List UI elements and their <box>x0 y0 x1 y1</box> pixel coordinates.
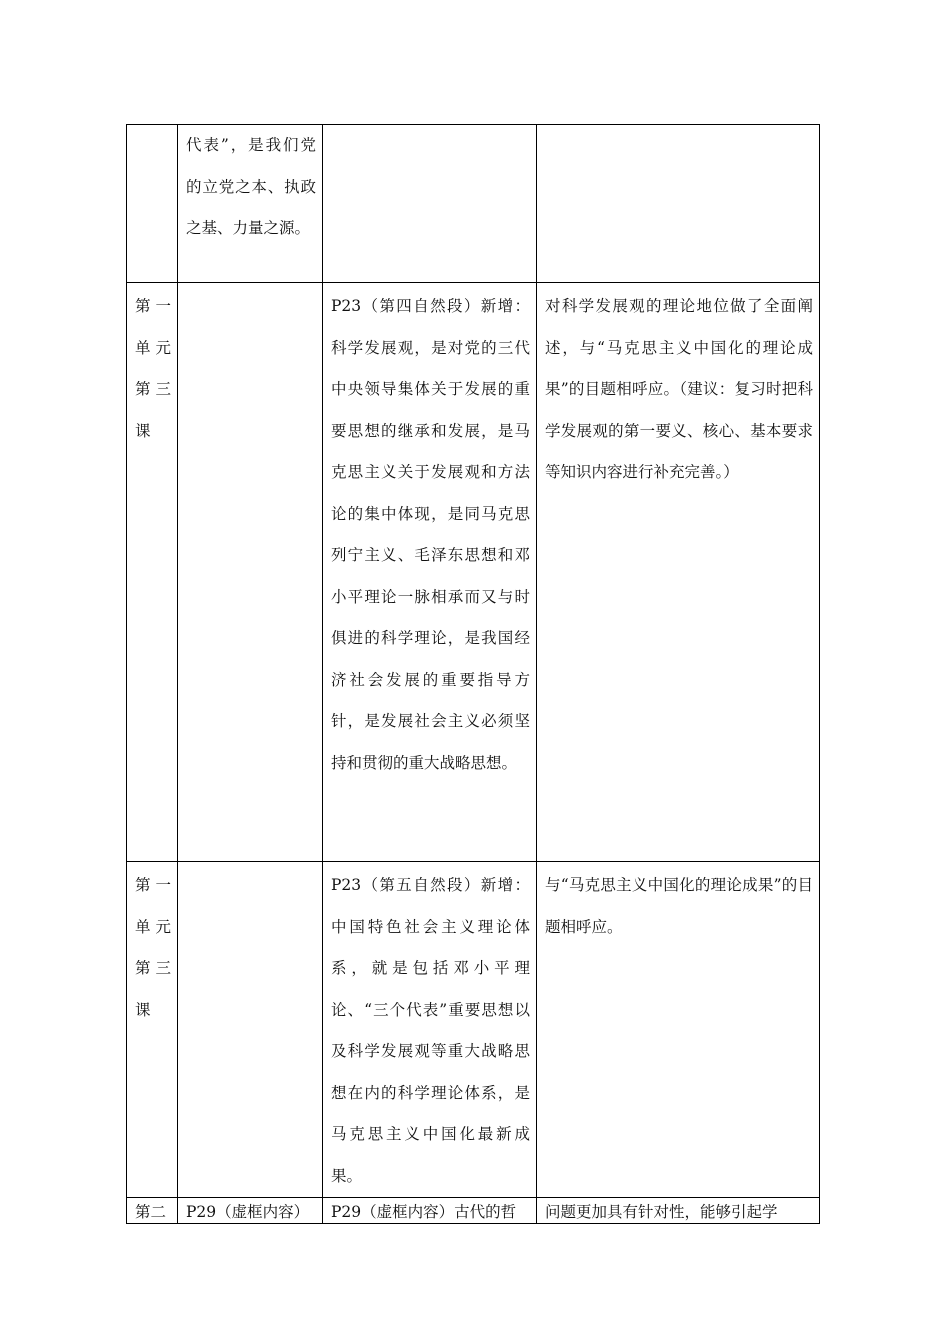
revised-text-cell: P23（第四自然段）新增：科学发展观，是对党的三代中央领导集体关于发展的重要思想的继承和发展，是马克思主义关于发展观和方法论的集中体现，是同马克思列宁主义、毛泽东思想和邓小平理论一脉相承而又与时俱进的科学理论，是我国经济社会发展的重要指导方针，是发展社会主义必须坚持和贯彻的重大战略思想。 <box>323 283 537 862</box>
table-row <box>127 283 820 862</box>
revised-text-cell <box>323 125 537 283</box>
table-row <box>127 125 820 283</box>
unit-cell: 第二 <box>127 1198 178 1224</box>
original-text-cell: 代表”，是我们党的立党之本、执政之基、力量之源。 <box>178 125 323 283</box>
unit-cell: 第一单元第三课 <box>127 862 178 1198</box>
unit-cell: 第一单元第三课 <box>127 283 178 862</box>
table-row <box>127 862 820 1198</box>
original-text-cell <box>178 862 323 1198</box>
note-cell: 与“马克思主义中国化的理论成果”的目题相呼应。 <box>537 862 820 1198</box>
original-text-cell <box>178 283 323 862</box>
note-cell <box>537 125 820 283</box>
comparison-table <box>126 124 820 1224</box>
original-text-cell: P29（虚框内容） <box>178 1198 323 1224</box>
revised-text-cell: P29（虚框内容）古代的哲 <box>323 1198 537 1224</box>
revised-text-cell: P23（第五自然段）新增：中国特色社会主义理论体系，就是包括邓小平理论、“三个代表”重要思想以及科学发展观等重大战略思想在内的科学理论体系，是马克思主义中国化最新成果。 <box>323 862 537 1198</box>
note-cell: 问题更加具有针对性，能够引起学 <box>537 1198 820 1224</box>
note-cell: 对科学发展观的理论地位做了全面阐述，与“马克思主义中国化的理论成果”的目题相呼应。（建议：复习时把科学发展观的第一要义、核心、基本要求等知识内容进行补充完善。） <box>537 283 820 862</box>
unit-cell <box>127 125 178 283</box>
table-row <box>127 1198 820 1224</box>
